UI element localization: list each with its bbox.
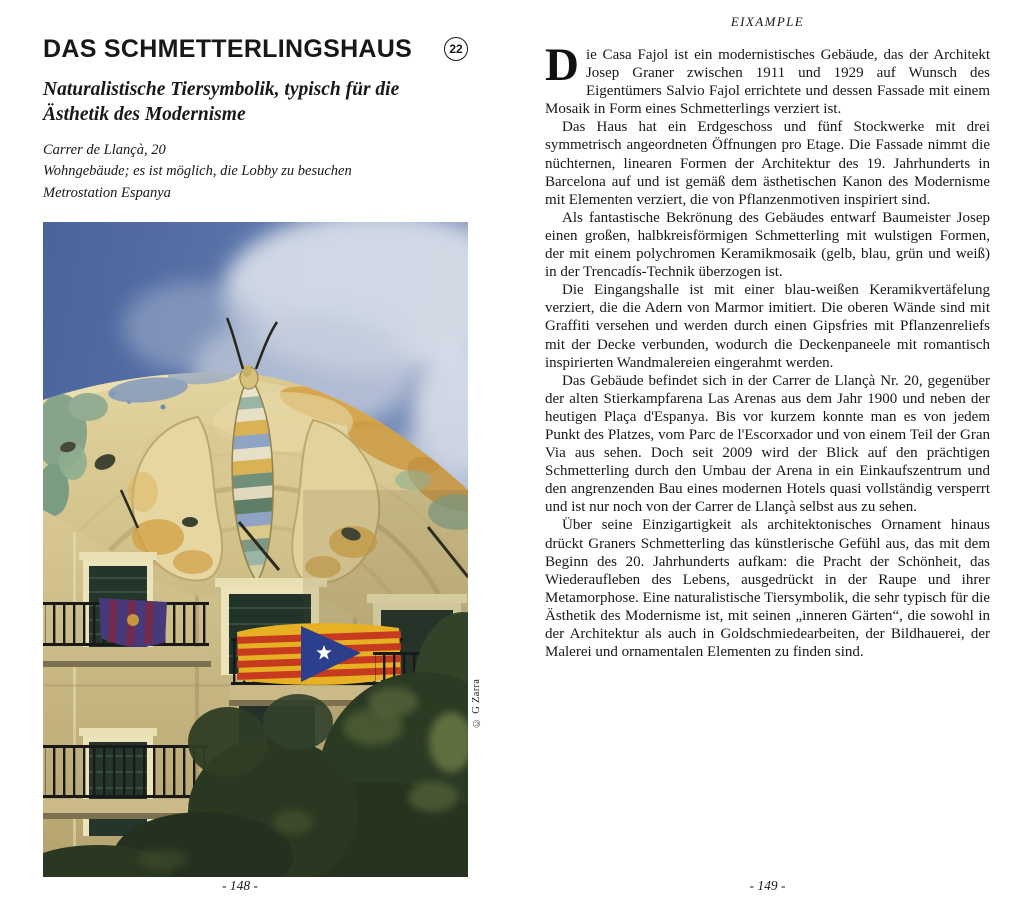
subtitle: Naturalistische Tiersymbolik, typisch für die Ästhetik des Modernisme [43, 79, 400, 126]
page-number-left: - 148 - [222, 878, 258, 893]
page-title: DAS SCHMETTERLINGSHAUS [43, 35, 413, 63]
address-block [43, 140, 468, 204]
body-paragraph: Die Casa Fajol ist ein modernistisches Gebäude, das der Architekt Josep Graner zwischen 1911 und 1929 auf Wunsch des Eigentümers Salvio Fajol errichtete und dessen Fassade mit einem Mosaik in Form eines Schmetterlings verziert ist. [545, 39, 990, 118]
casa-fajol-photo [43, 222, 468, 877]
page-number-right: - 149 - [749, 878, 786, 893]
visit-info-line: Wohngebäude; es ist möglich, die Lobby zu besuchen [43, 163, 352, 180]
photo-credit: © G Zarra [471, 678, 482, 728]
body-paragraph: Als fantastische Bekrönung des Gebäudes entwarf Baumeister Josep einen großen, halbkreisförmigen Schmetterling mit wulstigen Formen, der mit einem polychromen Keramikmosaik (gelb, blau, grün und weiß) in der Trencadís-Technik überzogen ist. [545, 209, 990, 281]
left-page [43, 35, 482, 896]
body-paragraph: Das Gebäude befindet sich in der Carrer de Llançà Nr. 20, gegenüber der alten Stierkampfarena Las Arenas aus dem Jahr 1900 und neben der heutigen Plaça d'Espanya. Bis vor kurzem konnte man es von jedem Punkt des Platzes, vom Parc de l'Escorxador und von einem Teil der Gran Via aus sehen. Doch seit 2009 wird der Blick auf den prächtigen Schmetterling durch den Umbau der Arena in ein Einkaufszentrum und den angrenzenden Bau eines modernen Hotels quasi vollständig versperrt und ist nur noch von der Carrer de Llançà selbst aus zu sehen. [545, 372, 990, 516]
body-paragraph: Über seine Einzigartigkeit als architektonisches Ornament hinaus drückt Graners Schmetterling das künstlerische Gefühl aus, das mit dem Beginn des 20. Jahrhunderts aufkam: die Pracht der Schönheit, das Wiederaufleben des Lebens, ausgedrückt in der Raupe und ihrer Metamorphose. Eine naturalistische Tiersymbolik, die sehr typisch für die Ästhetik des Modernisme ist, mit seinen „inneren Gärten“, die sowohl in der Architektur als auch in Goldschmiedearbeiten, der Bildhauerei, der Malerei und ornamentalen Elementen zu finden sind. [545, 517, 990, 661]
photo-illustration [43, 222, 468, 877]
running-header: EIXAMPLE [730, 14, 805, 29]
purple-flag [99, 598, 167, 647]
title-row [43, 36, 468, 62]
body-text [545, 39, 990, 661]
metro-line: Metrostation Espanya [43, 184, 171, 201]
body-paragraph: Die Eingangshalle ist mit einer blau-weißen Keramikvertäfelung verziert, die die Adern von Marmor imitiert. Die oberen Wände sind mit Graffiti versehen und werden durch einen Gipsfries mit Pflanzenreliefs mit der Decke verbunden, wodurch die Deckenpaneele mit romantisch inspirierten Wandmalereien eingerahmt werden. [545, 282, 990, 371]
balcony [43, 745, 211, 819]
chapter-number-badge: 22 [444, 37, 468, 61]
address-line: Carrer de Llançà, 20 [43, 142, 166, 158]
right-page [545, 14, 990, 661]
body-paragraph: Das Haus hat ein Erdgeschoss und fünf Stockwerke mit drei symmetrisch angeordneten Öffnungen pro Etage. Die Fassade nimmt die nüchternen, linearen Formen der Architektur des 19. Jahrhunderts in Barcelona auf und ist gemäß dem ästhetischen Kanon des Modernisme mit Elementen verziert, die von Pflanzenmotiven inspiriert sind. [545, 119, 990, 208]
